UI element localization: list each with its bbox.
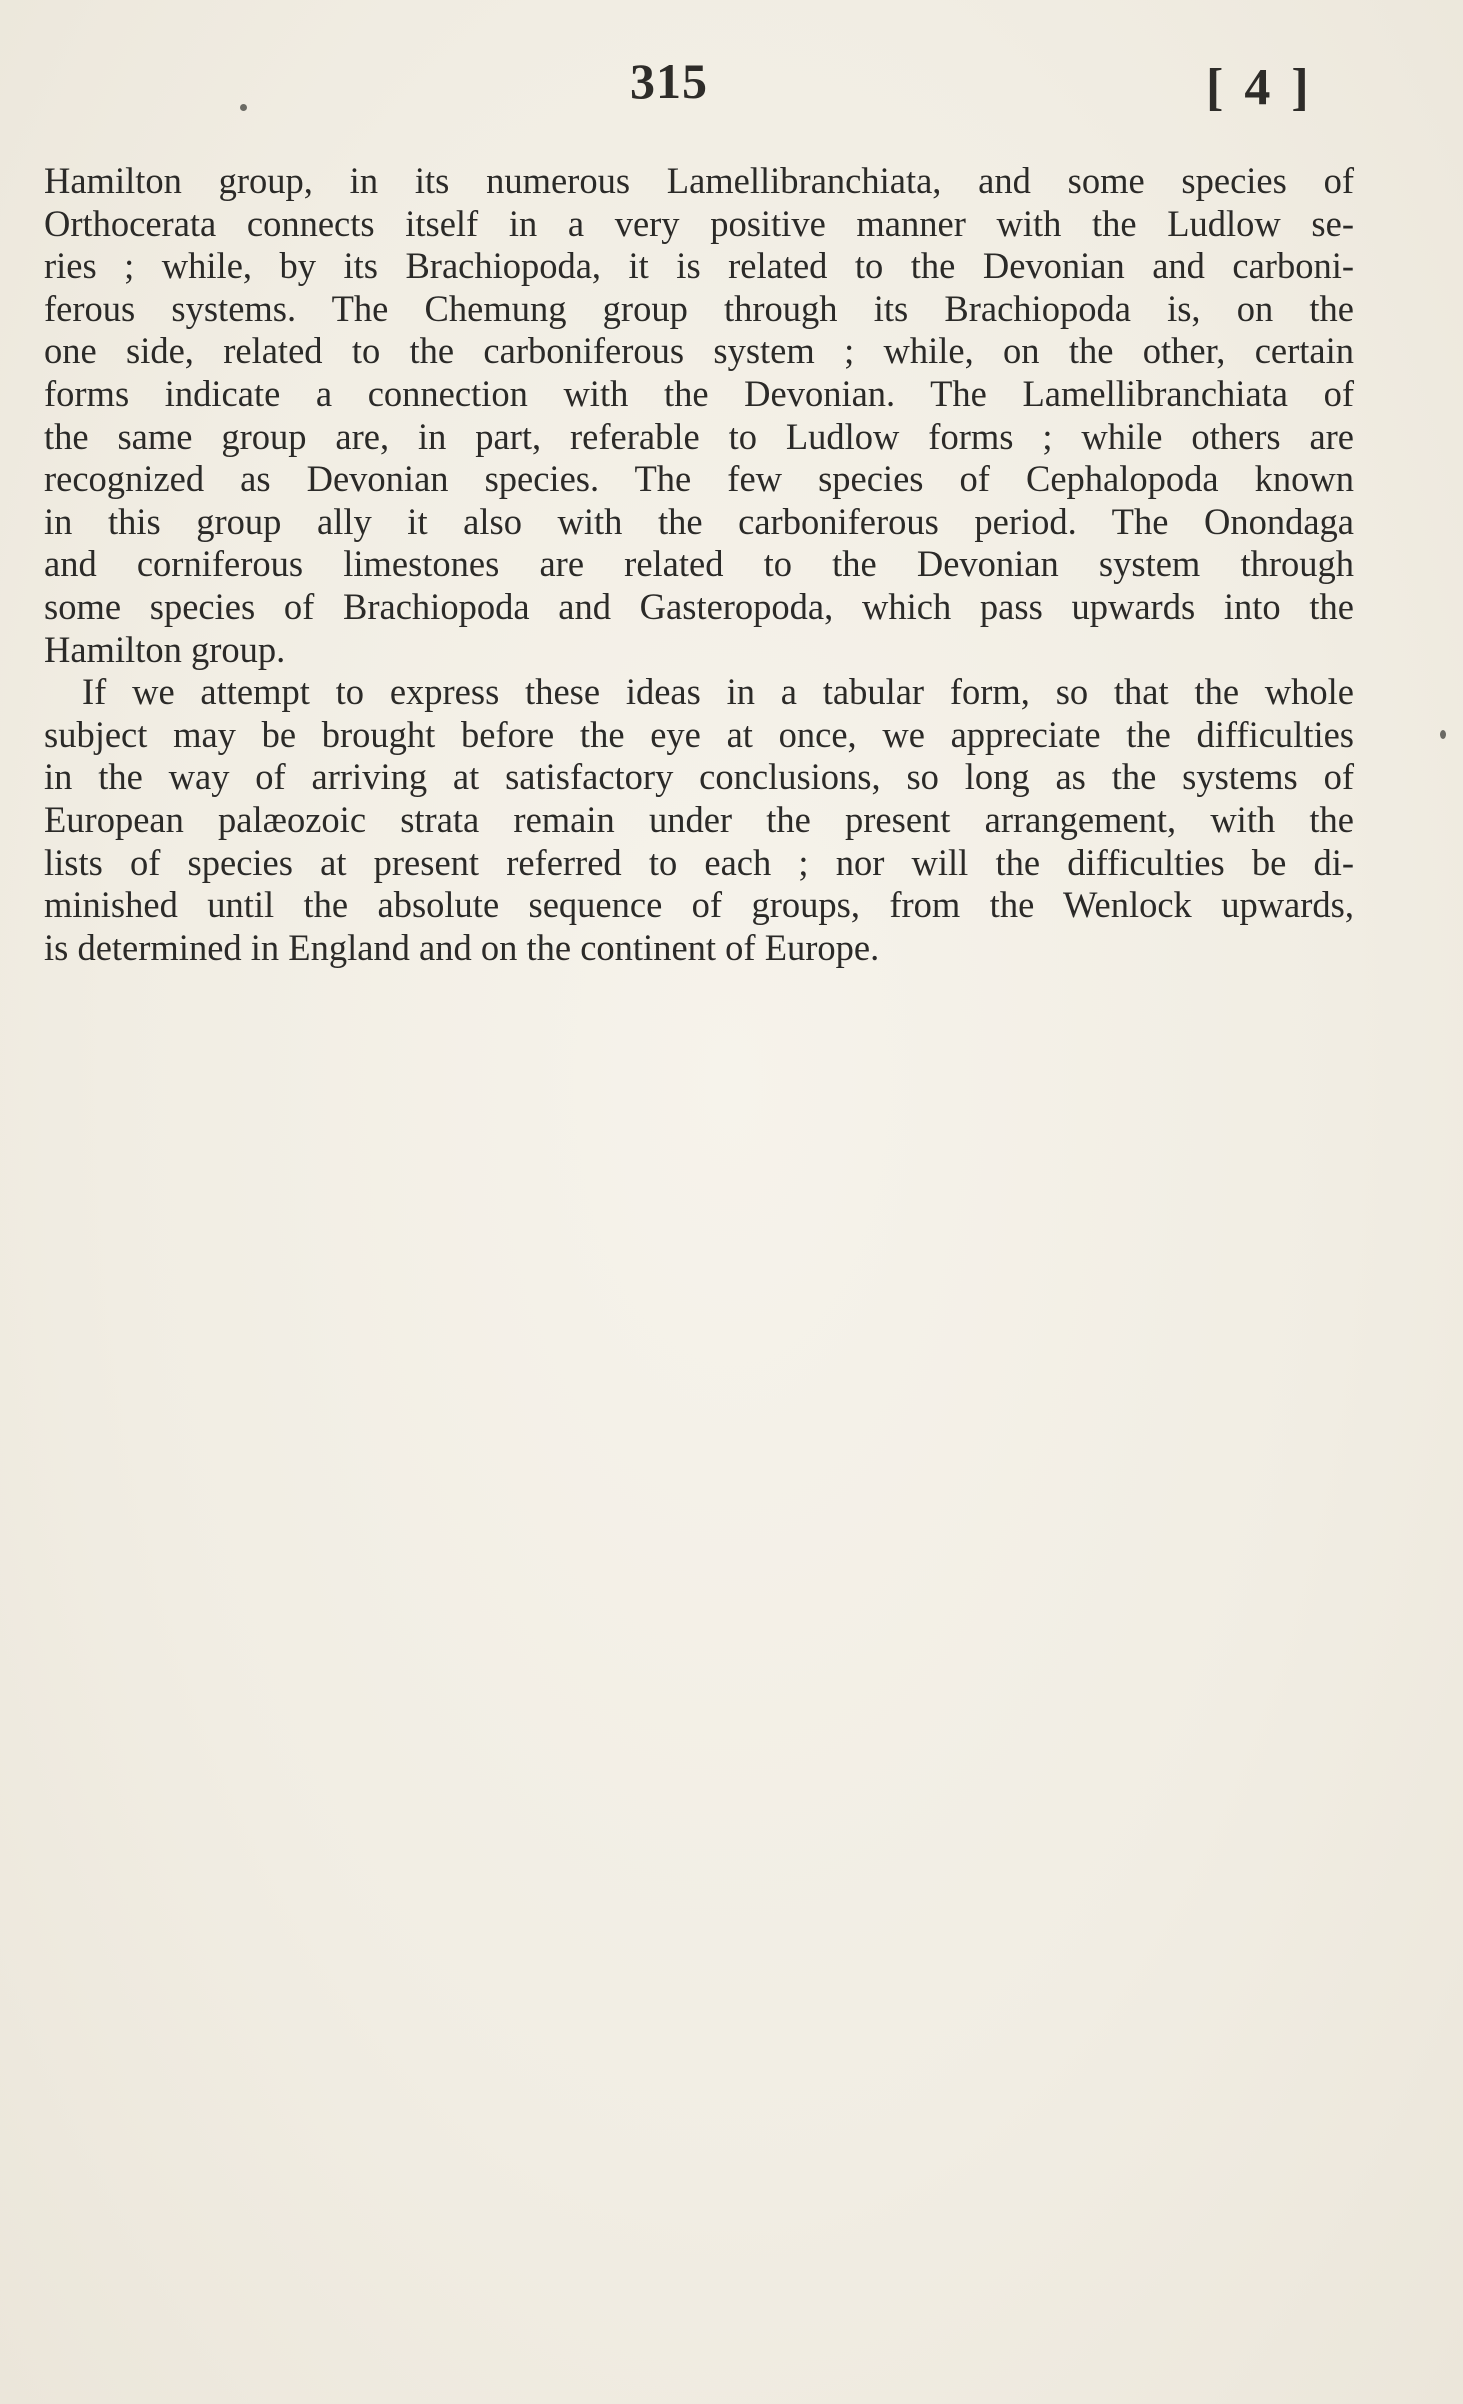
text-line: forms indicate a connection with the Devonian. The Lamellibranchiata of (44, 372, 1354, 414)
text-line: Orthocerata connects itself in a very positive manner with the Ludlow se- (44, 202, 1354, 244)
text-line: recognized as Devonian species. The few species of Cephalopoda known (44, 458, 1354, 500)
text-line: European palæozoic strata remain under the present arrangement, with the (44, 798, 1354, 840)
text-line: Hamilton group, in its numerous Lamellibranchiata, and some species of (44, 160, 1354, 201)
paragraph-1 (44, 160, 1354, 671)
text-line: If we attempt to express these ideas in a tabular form, so that the whole (82, 671, 1354, 713)
ink-speck (240, 104, 247, 111)
page-header (0, 52, 1463, 132)
text-line: ries ; while, by its Brachiopoda, it is related to the Devonian and carboni- (44, 245, 1354, 287)
ink-speck (1440, 730, 1446, 739)
text-line: and corniferous limestones are related to the Devonian system through (44, 543, 1354, 585)
text-line: some species of Brachiopoda and Gasteropoda, which pass upwards into the (44, 585, 1354, 627)
paragraph-2 (44, 671, 1354, 969)
text-line: lists of species at present referred to each ; nor will the difficulties be di- (44, 841, 1354, 883)
page-number: 315 (630, 53, 708, 109)
text-line: in the way of arriving at satisfactory conclusions, so long as the systems of (44, 756, 1354, 798)
text-line: subject may be brought before the eye at once, we appreciate the difficulties (44, 713, 1354, 755)
text-line: one side, related to the carboniferous system ; while, on the other, certain (44, 330, 1354, 372)
text-line: ferous systems. The Chemung group through its Brachiopoda is, on the (44, 287, 1354, 329)
body-text (44, 160, 1354, 969)
text-line: is determined in England and on the continent of Europe. (44, 926, 880, 968)
text-line: in this group ally it also with the carboniferous period. The Onondaga (44, 500, 1354, 542)
text-line: minished until the absolute sequence of groups, from the Wenlock upwards, (44, 884, 1354, 926)
signature-mark: [ 4 ] (1206, 59, 1313, 116)
text-line: the same group are, in part, referable to Ludlow forms ; while others are (44, 415, 1354, 457)
text-line: Hamilton group. (44, 628, 286, 670)
